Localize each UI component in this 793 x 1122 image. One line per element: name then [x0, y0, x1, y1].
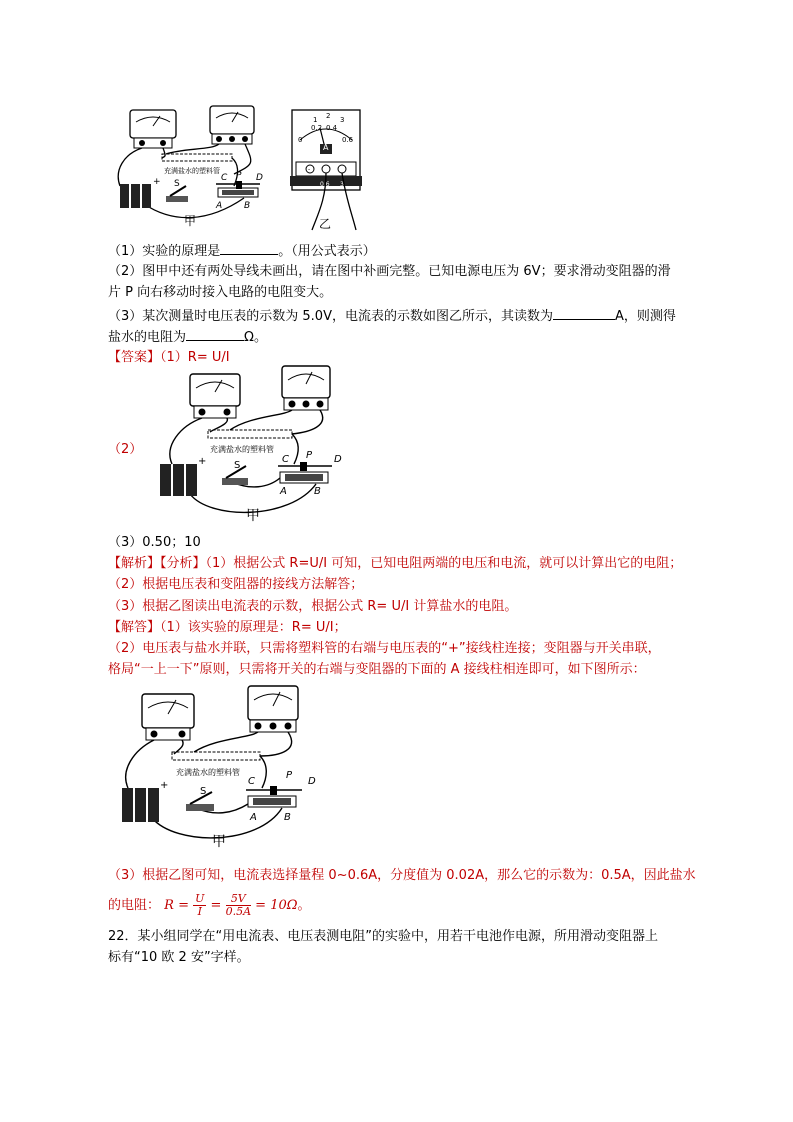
switch-s-label: S [234, 460, 241, 471]
meter-left-icon [142, 694, 194, 740]
plus-label: + [198, 456, 207, 467]
terminal-a-label: A [280, 486, 287, 497]
solve-s2-line2: 格局“一上一下”原则，只需将开关的右端与变阻器的下面的 A 接线柱相连即可，如下图所示： [108, 662, 646, 677]
question-2-line1: （2）图甲中还有两处导线未画出，请在图中补画完整。已知电源电压为 6V；要求滑动变阻器的滑 [108, 264, 671, 279]
analysis-p1: 【解析】【分析】（1）根据公式 R=U/I 可知，已知电阻两端的电压和电流，就可以计算出它的电阻； [108, 556, 683, 571]
ammeter-terminal-neg: - [308, 166, 311, 173]
switch-s-label: S [200, 786, 207, 797]
meter-left-icon [190, 374, 240, 418]
solve-s1: 【解答】（1）该实验的原理是：R= U/I； [108, 620, 347, 635]
ammeter-scale-2: 0.4 [326, 124, 338, 132]
terminal-d-label: D [256, 173, 263, 183]
circuit-figure-solution [112, 680, 332, 852]
formula-frac-ui: $\frac{U}{I}$ [195, 892, 205, 918]
meter-left-icon [130, 110, 176, 148]
terminal-p-label: P [236, 171, 242, 181]
ammeter-scale-1: 0.2 [311, 124, 323, 132]
tube-label: 充满盐水的塑料管 [176, 768, 240, 777]
figure-label-jia: 甲 [212, 834, 226, 850]
terminal-c-label: C [248, 776, 255, 787]
question-1: （1）实验的原理是 。（用公式表示） [108, 240, 376, 262]
answer-3: （3）0.50；10 [108, 535, 201, 550]
formula-frac-values: $\frac{5V}{0.5A}$ [225, 892, 252, 918]
ammeter-inner-3: 3 [340, 116, 345, 124]
rheostat-icon [246, 786, 302, 807]
terminal-d-label: D [308, 776, 316, 787]
rheostat-icon [278, 462, 332, 483]
answer-1: 【答案】（1）R= U/I [108, 350, 230, 365]
circuit-figure-answer [150, 360, 370, 524]
question-2-line2: 片 P 向右移动时接入电路的电阻变大。 [108, 285, 333, 300]
plus-label: + [160, 780, 169, 791]
question-3-line1: （3）某次测量时电压表的示数为 5.0V，电流表的示数如图乙所示，其读数为 A，则测得 [108, 305, 676, 327]
ammeter-terminal-06: 0.6 [320, 181, 330, 188]
terminal-p-label: P [306, 450, 313, 461]
tube-shape [162, 154, 232, 161]
formula-result: 10Ω [270, 898, 298, 913]
ammeter-terminal-3: 3 [340, 181, 344, 188]
switch-s-label: S [174, 179, 180, 189]
question-22-line1: 22．某小组同学在“用电流表、电压表测电阻”的实验中，用若干电池作电源，所用滑动变阻器上 [108, 929, 659, 944]
tube-label: 充满盐水的塑料管 [164, 167, 220, 175]
ammeter-inner-1: 1 [313, 116, 318, 124]
terminal-b-label: B [244, 201, 251, 211]
solve-s3-line1: （3）根据乙图可知，电流表选择量程 0~0.6A，分度值为 0.02A，那么它的示数为：0.5A，因此盐水 [108, 868, 696, 883]
terminal-p-label: P [286, 770, 293, 781]
solve-s2-line1: （2）电压表与盐水并联，只需将塑料管的右端与电压表的“+”接线柱连接；变阻器与开关串联， [108, 641, 661, 656]
terminal-c-label: C [282, 454, 289, 465]
figure-label-jia: 甲 [246, 508, 260, 524]
terminal-b-label: B [284, 812, 291, 823]
plus-label: + [153, 177, 161, 187]
meter-right-icon [248, 686, 298, 732]
rheostat-icon [216, 181, 260, 197]
terminal-c-label: C [221, 173, 228, 183]
ammeter-scale-3: 0.6 [342, 136, 354, 144]
ammeter-scale-0: 0 [298, 136, 303, 144]
terminal-a-label: A [250, 812, 257, 823]
question-3-line2: 盐水的电阻为 Ω。 [108, 326, 267, 348]
ammeter-inner-2: 2 [326, 112, 331, 120]
figure-label-yi: 乙 [319, 217, 332, 231]
terminal-b-label: B [314, 486, 321, 497]
battery-icon [120, 184, 151, 208]
circuit-figure-top [104, 104, 374, 232]
figure-label-jia: 甲 [184, 214, 197, 228]
answer-2-label: （2） [108, 442, 143, 457]
solve-s3-formula: 的电阻： R = $\frac{U}{I}$ = $\frac{5V}{0.5A}$ = 10Ω。 [108, 892, 311, 918]
analysis-p3: （3）根据乙图读出电流表的示数，根据公式 R= U/I 计算盐水的电阻。 [108, 599, 518, 614]
battery-icon [160, 464, 197, 496]
formula-r: R [164, 898, 174, 913]
terminal-d-label: D [334, 454, 342, 465]
meter-right-icon [282, 366, 330, 410]
analysis-p2: （2）根据电压表和变阻器的接线方法解答； [108, 577, 364, 592]
meter-right-icon [210, 106, 254, 144]
question-22-line2: 标有“10 欧 2 安”字样。 [108, 950, 250, 965]
tube-label: 充满盐水的塑料管 [210, 445, 274, 454]
battery-icon [122, 788, 159, 822]
terminal-a-label: A [216, 201, 223, 211]
ammeter-unit: A [323, 143, 329, 152]
